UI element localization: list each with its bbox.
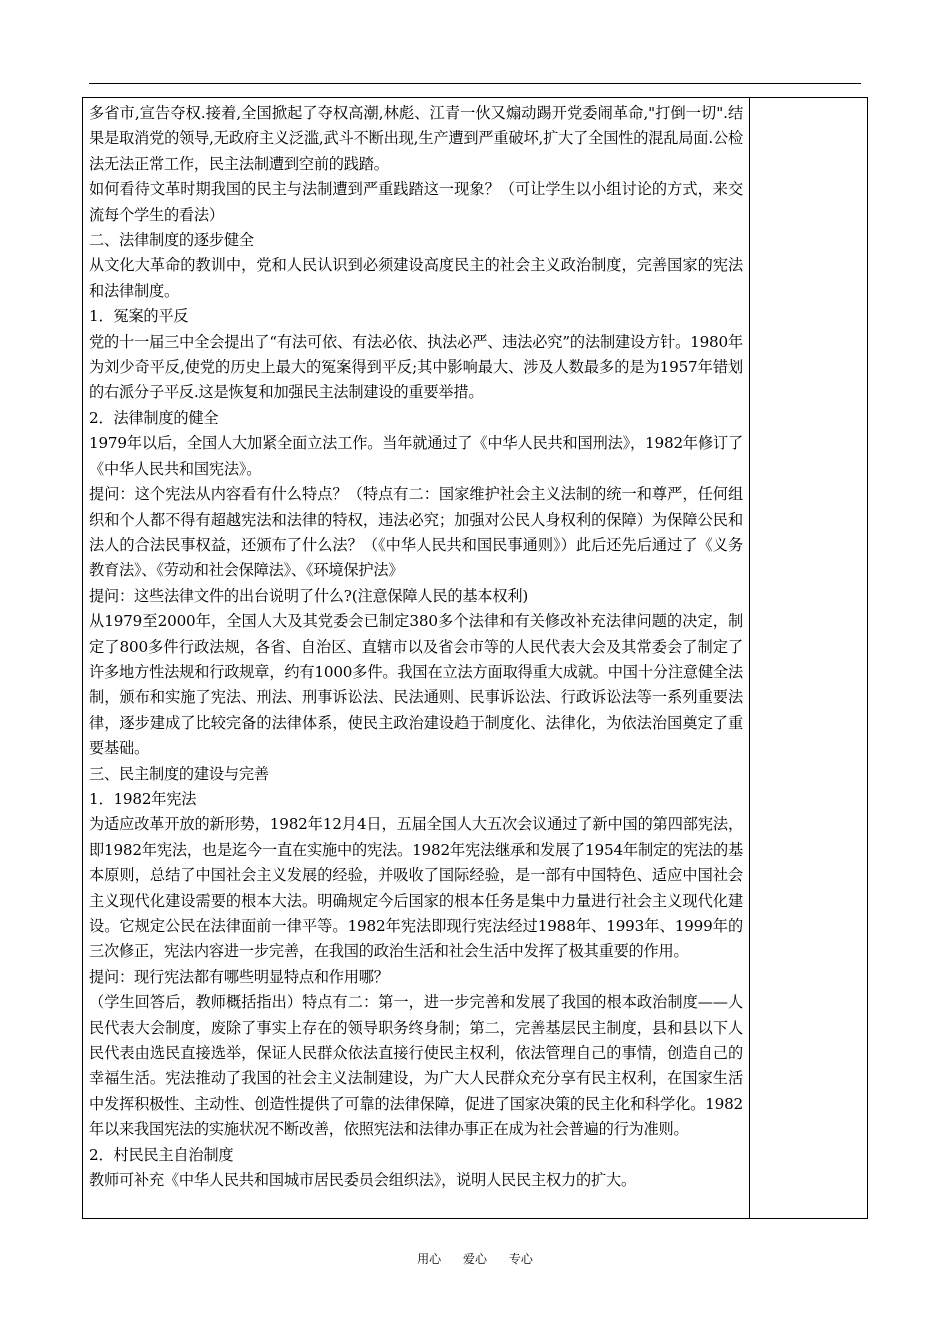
paragraph: 教师可补充《中华人民共和国城市居民委员会组织法》，说明人民民主权力的扩大。: [89, 1171, 636, 1190]
section-heading: 二、法律制度的逐步健全: [89, 231, 254, 250]
paragraph: 从文化大革命的教训中，党和人民认识到必须建设高度民主的社会主义政治制度，完善国家的宪法和法律制度。: [89, 256, 743, 300]
footer-word: 爱心: [462, 1252, 487, 1266]
paragraph: 提问：这个宪法从内容看有什么特点？（特点有二：国家维护社会主义法制的统一和尊严，任何组织和个人都不得有超越宪法和法律的特权，违法必究；加强对公民人身权利的保障）为保障公民和法人的合法民事权益，还颁布了什么法？（《中华人民共和国民事通则》）此后还先后通过了《义务教育法》、《劳动和社会保障法》、《环境保护法》: [89, 485, 743, 580]
paragraph: 党的十一届三中全会提出了“有法可依、有法必依、执法必严、违法必究”的法制建设方针。1980年为刘少奇平反,使党的历史上最大的冤案得到平反;其中影响最大、涉及人数最多的是为1957年错划的右派分子平反.这是恢复和加强民主法制建设的重要举措。: [89, 332, 743, 402]
paragraph: 为适应改革开放的新形势，1982年12月4日，五届全国人大五次会议通过了新中国的第四部宪法，即1982年宪法，也是迄今一直在实施中的宪法。1982年宪法继承和发展了1954年制定的宪法的基本原则，总结了中国社会主义发展的经验，并吸收了国际经验，是一部有中国特色、适应中国社会主义现代化建设需要的根本大法。明确规定今后国家的根本任务是集中力量进行社会主义现代化建设。它规定公民在法律面前一律平等。1982年宪法即现行宪法经过1988年、1993年、1999年的三次修正，宪法内容进一步完善，在我国的政治生活和社会生活中发挥了极其重要的作用。: [89, 815, 743, 961]
footer-word: 专心: [508, 1252, 533, 1266]
footer-word: 用心: [417, 1252, 442, 1266]
paragraph: 从1979至2000年，全国人大及其党委会已制定380多个法律和有关修改补充法律问题的决定，制定了800多件行政法规，各省、自治区、直辖市以及省会市等的人民代表大会及其常委会了制定了许多地方性法规和行政规章，约有1000多件。我国在立法方面取得重大成就。中国十分注意健全法制，颁布和实施了宪法、刑法、刑事诉讼法、民法通则、民事诉讼法、行政诉讼法等一系列重要法律，逐步建成了比较完备的法律体系，使民主政治建设趋于制度化、法律化，为依法治国奠定了重要基础。: [89, 612, 743, 758]
paragraph: 如何看待文革时期我国的民主与法制遭到严重践踏这一现象？（可让学生以小组讨论的方式，来交流每个学生的看法）: [89, 180, 743, 224]
paragraph: 多省市,宣告夺权.接着,全国掀起了夺权高潮,林彪、江青一伙又煽动踢开党委闹革命,"打倒一切".结果是取消党的领导,无政府主义泛滥,武斗不断出现,生产遭到严重破坏,扩大了全国性的混乱局面.公检法无法正常工作，民主法制遭到空前的践踏。: [89, 104, 743, 173]
page-footer: [0, 1250, 950, 1267]
section-heading: 三、民主制度的建设与完善: [89, 764, 269, 783]
content-cell: [83, 98, 750, 1219]
subsection-heading: 1．冤案的平反: [89, 307, 189, 326]
subsection-heading: 2．法律制度的健全: [89, 408, 219, 427]
paragraph: 提问：这些法律文件的出台说明了什么?(注意保障人民的基本权利): [89, 586, 529, 605]
subsection-heading: 2．村民民主自治制度: [89, 1145, 234, 1164]
paragraph: 1979年以后，全国人大加紧全面立法工作。当年就通过了《中华人民共和国刑法》，1982年修订了《中华人民共和国宪法》。: [89, 434, 743, 478]
notes-cell: [750, 98, 868, 1219]
lesson-table: [82, 97, 868, 1219]
paragraph: （学生回答后，教师概括指出）特点有二：第一，进一步完善和发展了我国的根本政治制度——人民代表大会制度，废除了事实上存在的领导职务终身制；第二，完善基层民主制度，县和县以下人民代表由选民直接选举，保证人民群众依法直接行使民主权利，依法管理自己的事情，创造自己的幸福生活。宪法推动了我国的社会主义法制建设，为广大人民群众充分享有民主权利，在国家生活中发挥积极性、主动性、创造性提供了可靠的法律保障，促进了国家决策的民主化和科学化。1982年以来我国宪法的实施状况不断改善，依照宪法和法律办事正在成为社会普遍的行为准则。: [89, 993, 743, 1139]
header-rule: [89, 83, 861, 84]
subsection-heading: 1．1982年宪法: [89, 789, 197, 808]
lesson-content: [83, 98, 749, 1193]
paragraph: 提问：现行宪法都有哪些明显特点和作用哪？: [89, 967, 389, 986]
